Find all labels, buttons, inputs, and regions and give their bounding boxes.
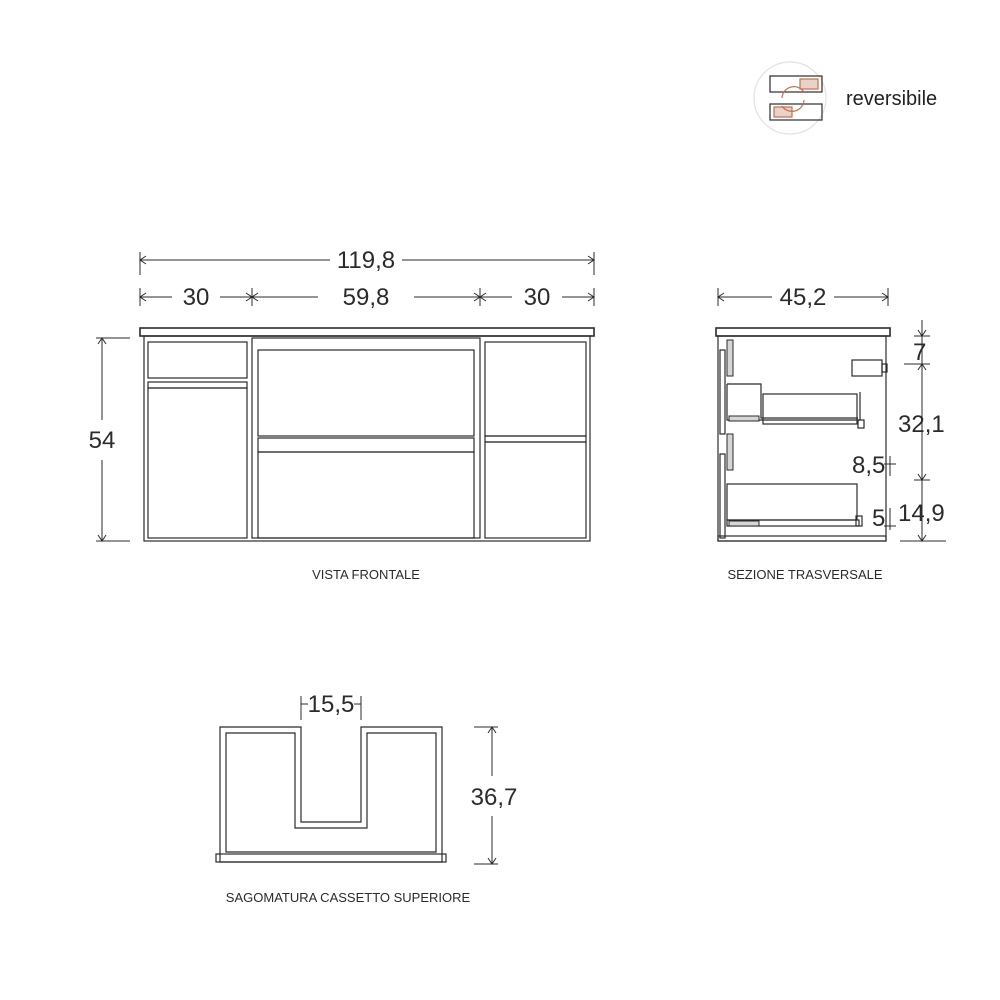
cross-section <box>716 284 946 582</box>
dim-height <box>89 338 130 541</box>
upper-height-label: 32,1 <box>898 411 945 438</box>
front-view-caption: VISTA FRONTALE <box>312 567 420 582</box>
drawer-height-label: 36,7 <box>470 784 518 811</box>
height-label: 54 <box>88 427 116 454</box>
siphon-box <box>852 360 882 376</box>
right-width-label: 30 <box>523 284 551 311</box>
left-shelf <box>148 382 247 388</box>
cross-section-caption: SEZIONE TRASVERSALE <box>727 567 883 582</box>
section-vertical-dims <box>852 320 946 541</box>
right-shelf <box>485 436 586 442</box>
notch-width-label: 15,5 <box>307 691 355 718</box>
lower-drawer <box>258 452 474 538</box>
section-body <box>716 328 890 541</box>
drawer-profile <box>216 691 517 905</box>
section-frame <box>718 336 886 541</box>
dim-notch-width <box>301 691 361 720</box>
front-view <box>89 247 594 582</box>
left-width-label: 30 <box>182 284 210 311</box>
top-gap-label: 7 <box>913 339 927 366</box>
right-lower-compartment <box>485 442 586 538</box>
depth-label: 45,2 <box>779 284 827 311</box>
drawer-divider <box>258 438 474 452</box>
reversible-badge <box>754 62 937 134</box>
hinge-upper <box>727 340 733 376</box>
lower-height-label: 14,9 <box>898 500 945 527</box>
total-width-label: 119,8 <box>336 247 396 274</box>
front-panel-lower <box>720 454 725 538</box>
drawer-profile-caption: SAGOMATURA CASSETTO SUPERIORE <box>225 890 471 905</box>
upper-drawer-profile <box>727 384 858 418</box>
section-countertop <box>716 328 890 336</box>
right-upper-compartment <box>485 342 586 436</box>
badge-circle <box>754 62 826 134</box>
center-width-label: 59,8 <box>342 284 390 311</box>
badge-label: reversibile <box>846 88 938 110</box>
dim-depth <box>718 284 888 311</box>
countertop <box>140 328 594 336</box>
gap-label: 8,5 <box>852 452 886 479</box>
left-door <box>148 388 247 538</box>
dim-drawer-height <box>471 727 518 864</box>
lower-drawer-profile <box>727 484 857 520</box>
drawer-base <box>216 854 446 862</box>
front-cabinet <box>140 328 594 541</box>
hinge-lower <box>727 434 733 470</box>
front-panel-upper <box>720 350 725 434</box>
left-top-compartment <box>148 342 247 378</box>
bottom-gap-label: 5 <box>872 505 886 532</box>
dim-section-widths <box>140 284 594 311</box>
upper-drawer <box>258 350 474 436</box>
dim-total-width <box>140 247 594 275</box>
drawer-shape <box>216 727 446 862</box>
